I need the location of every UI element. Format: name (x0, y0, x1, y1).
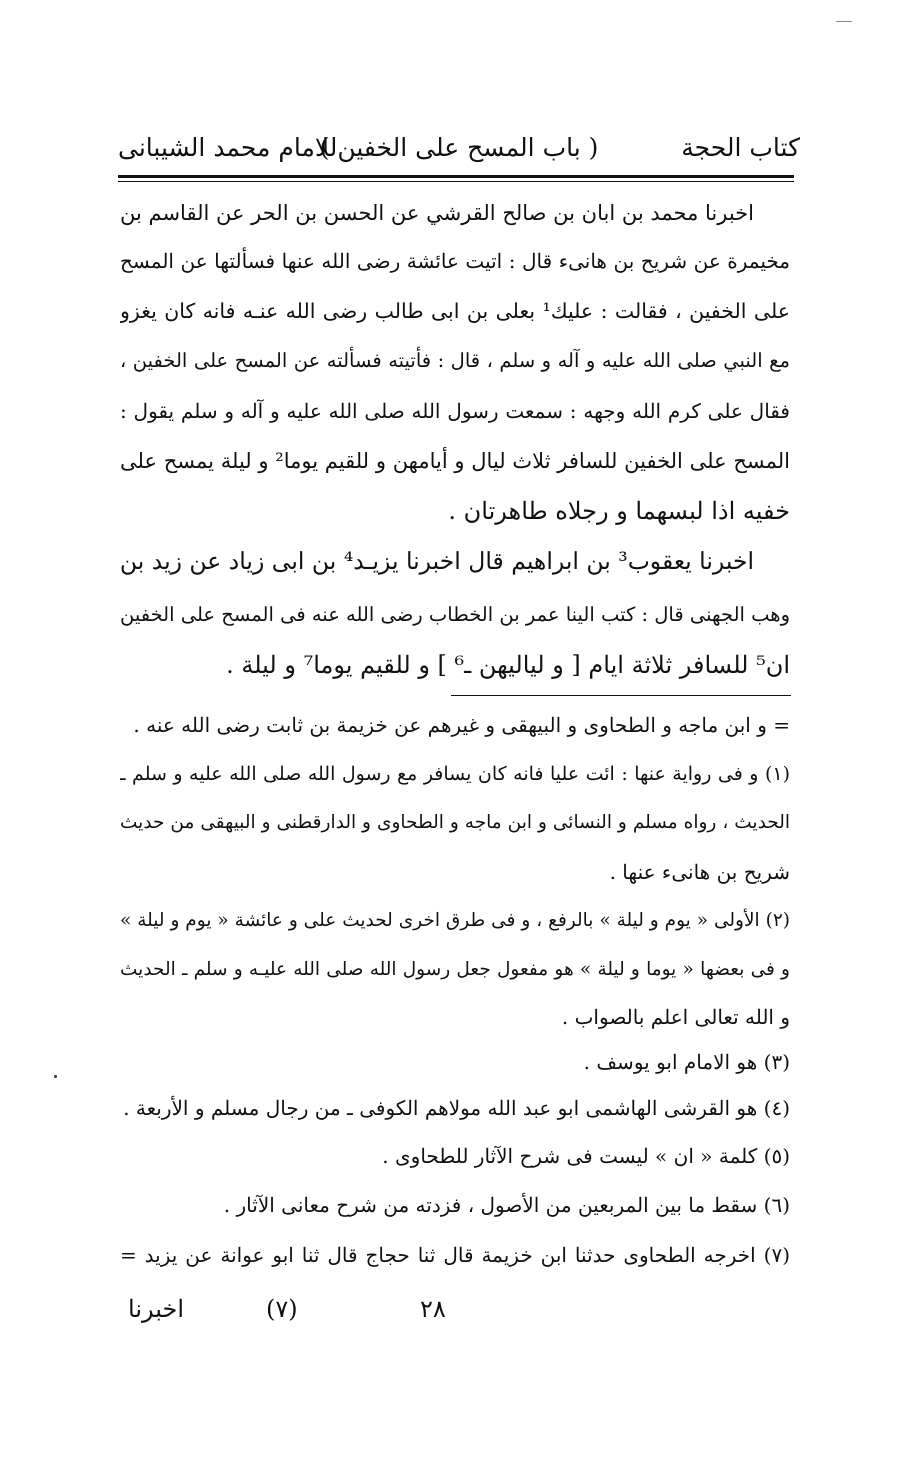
stray-dot (54, 1075, 57, 1078)
main-text-line: ان⁵ للسافر ثلاثة ايام [ و لياليهن ـ⁶ ] و للقيم يوما⁷ و ليلة . (226, 651, 790, 679)
footnote-line: (٢) الأولى « يوم و ليلة » بالرفع ، و فى طرق اخرى لحديث على و عائشة « يوم و ليلة » (120, 910, 790, 931)
footnote-line: (٥) كلمة « ان » ليست فى شرح الآثار للطحاوى . (382, 1144, 790, 1168)
main-text-line: وهب الجهنى قال : كتب الينا عمر بن الخطاب رضى الله عنه فى المسح على الخفين (120, 603, 790, 626)
author-name: للامام محمد الشيبانى (118, 133, 338, 162)
main-text-line: مخيمرة عن شريح بن هانیء قال : اتيت عائشة رضى الله عنها فسألتها عن المسح (120, 249, 790, 273)
footnote-line: و الله تعالى اعلم بالصواب . (561, 1005, 790, 1029)
main-text-line: المسح على الخفين للسافر ثلاث ليال و أيامهن و للقيم يوما² و ليلة يمسح على (120, 449, 790, 473)
page-header (118, 128, 800, 174)
page-number: ٢٨ (420, 1295, 446, 1323)
footnote-line: الحديث ، رواه مسلم و النسائى و ابن ماجه و الطحاوى و الدارقطنى و البيهقى من حديث (120, 812, 790, 833)
footnote-line: و فى بعضها « يوما و ليلة » هو مفعول جعل رسول الله صلى الله عليـه و سلم ـ الحديث (120, 959, 790, 980)
main-text-line: اخبرنا يعقوب³ بن ابراهيم قال اخبرنا يزيـد⁴ بن ابى زياد عن زيد بن (120, 547, 754, 575)
footnote-line: شريح بن هانیء عنها . (609, 860, 790, 884)
main-text-line: فقال على كرم الله وجهه : سمعت رسول الله صلى الله عليه و آله و سلم يقول : (120, 399, 790, 423)
main-text-line: خفيه اذا لبسهما و رجلاه طاهرتان . (448, 497, 790, 525)
footnote-separator (451, 695, 791, 696)
catchword: اخبرنا (128, 1295, 184, 1323)
main-text-line: مع النبي صلى الله عليه و آله و سلم ، قال : فأتيته فسألته عن المسح على الخفين ، (120, 349, 790, 372)
footnote-line: = و ابن ماجه و الطحاوى و البيهقى و غيرهم عن خزيمة بن ثابت رضى الله عنه . (133, 713, 790, 737)
book-title: كتاب الحجة (681, 133, 800, 162)
header-rule-thin (118, 181, 794, 182)
corner-mark (836, 21, 852, 22)
footnote-line: (٧) اخرجه الطحاوى حدثنا ابن خزيمة قال ثنا حجاج قال ثنا ابو عوانة عن يزيد = (120, 1243, 790, 1267)
chapter-title: ( باب المسح على الخفين ) (319, 133, 599, 162)
main-text-line: على الخفين ، فقالت : عليك¹ بعلى بن ابى طالب رضى الله عنـه فانه كان يغزو (120, 299, 790, 323)
header-rule-thick (118, 175, 794, 178)
footnote-line: (١) و فى رواية عنها : ائت عليا فانه كان يسافر مع رسول الله صلى الله عليه و سلم ـ (120, 763, 790, 785)
footnote-line: (٤) هو القرشى الهاشمى ابو عبد الله مولاهم الكوفى ـ من رجال مسلم و الأربعة . (123, 1096, 790, 1120)
footnote-line: (٣) هو الامام ابو يوسف . (583, 1050, 790, 1074)
footnote-line: (٦) سقط ما بين المربعين من الأصول ، فزدته من شرح معانى الآثار . (223, 1193, 790, 1217)
main-text-line: اخبرنا محمد بن ابان بن صالح القرشي عن الحسن بن الحر عن القاسم بن (120, 201, 754, 225)
signature-mark: (٧) (266, 1295, 298, 1323)
